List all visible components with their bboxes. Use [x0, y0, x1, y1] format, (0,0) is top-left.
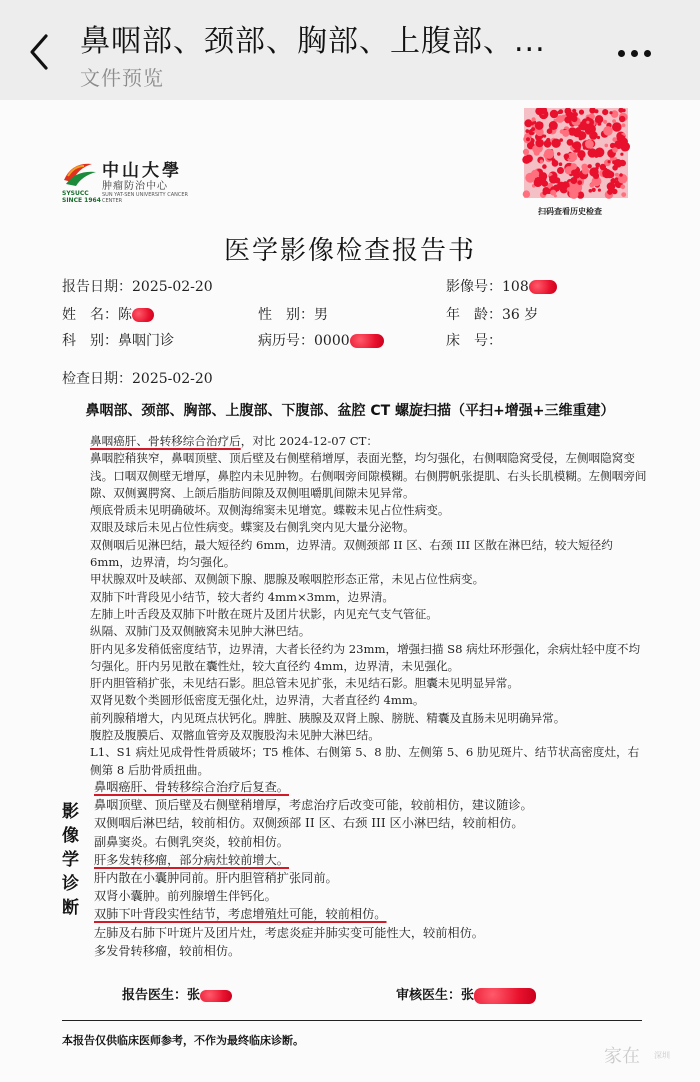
qr-noise-dot [603, 120, 607, 124]
findings-paragraph: L1、S1 病灶见成骨性骨质破坏；T5 椎体、右侧第 5、8 肋、左侧第 5、6 肋见斑片、结节状高密度灶，右侧第 8 后肋骨质扭曲。 [90, 745, 640, 777]
disclaimer-note: 本报告仅供临床医师参考，不作为最终临床诊断。 [62, 1034, 304, 1047]
diagnosis-label-char: 像 [62, 826, 79, 846]
qr-noise-dot [588, 164, 592, 168]
watermark: 家在 [604, 1046, 640, 1067]
qr-noise-dot [570, 163, 577, 170]
back-button[interactable] [22, 30, 58, 74]
logo-university-name: 中山大學 [102, 161, 182, 181]
diagnosis-label-char: 学 [62, 850, 79, 870]
report-doctor: 报告医生：张 [122, 984, 232, 1003]
qr-noise-dot [572, 142, 578, 148]
diagnosis-line: 双侧咽后淋巴结，较前相仿。双侧颈部 II 区、右颈 III 区小淋巴结，较前相仿。 [94, 816, 524, 831]
qr-noise-dot [600, 164, 606, 170]
qr-noise-dot [535, 139, 544, 148]
qr-noise-dot [557, 182, 565, 190]
qr-noise-dot [620, 153, 623, 156]
hospital-logo [62, 156, 202, 202]
qr-noise-dot [595, 148, 605, 158]
qr-noise-dot [579, 110, 584, 115]
qr-noise-dot [551, 139, 560, 148]
diagnosis-line: 副鼻窦炎。右侧乳突炎，较前相仿。 [94, 834, 289, 849]
qr-noise-dot [522, 156, 530, 164]
review-doctor: 审核医生：张 [396, 984, 536, 1004]
redaction-mark [474, 988, 536, 1004]
qr-noise-dot [569, 152, 577, 160]
diagnosis-line: 多发骨转移瘤，较前相仿。 [94, 943, 241, 958]
findings-paragraph: 双侧咽后见淋巴结，最大短径约 6mm，边界清。双侧颈部 II 区、右颈 III 区散在淋巴结，较大短径约 6mm，边界清，均匀强化。 [90, 537, 613, 570]
image-number: 影像号：108 [446, 276, 557, 296]
findings-paragraph: 肝内见多发稍低密度结节，边界清，大者长径约为 23mm，增强扫描 S8 病灶环形强化，余病灶轻中度不均匀强化。肝内另见散在囊性灶，较大直径约 4mm，边界清，未见强化。 [90, 641, 641, 673]
qr-noise-dot [524, 119, 532, 127]
more-options-button[interactable] [618, 42, 668, 64]
redaction-mark [200, 990, 232, 1002]
qr-noise-dot [621, 192, 626, 197]
patient-sex: 性 别：男 [258, 307, 328, 323]
qr-noise-dot [564, 154, 570, 160]
qr-noise-dot [541, 180, 548, 187]
qr-noise-dot [559, 162, 563, 166]
diagnosis-label-char: 断 [62, 898, 79, 918]
redacted-qr-code [520, 108, 630, 200]
diagnosis-line: 双肺下叶背段实性结节，考虑增殖灶可能，较前相仿。 [94, 907, 387, 922]
findings-intro: 鼻咽癌肝、骨转移综合治疗后，对比 2024-12-07 CT： [90, 434, 378, 448]
qr-noise-dot [549, 121, 558, 130]
qr-noise-dot [572, 109, 576, 113]
diagnosis-line: 肝内散在小囊肿同前。肝内胆管稍扩张同前。 [94, 871, 338, 886]
findings-paragraph: 纵隔、双肺门及双侧腋窝未见肿大淋巴结。 [90, 624, 311, 639]
logo-english-name: SUN YAT-SEN UNIVERSITY CANCER CENTER [102, 192, 188, 204]
qr-noise-dot [607, 182, 616, 191]
qr-noise-dot [580, 123, 588, 131]
redaction-mark [529, 280, 557, 294]
qr-noise-dot [550, 190, 556, 196]
file-preview-label: 文件预览 [80, 66, 164, 90]
findings-paragraph: 双肾见数个类圆形低密度无强化灶，边界清，大者直径约 4mm。 [90, 693, 425, 708]
findings-paragraph: 肝内胆管稍扩张，未见结石影。胆总管未见扩张，未见结石影。胆囊未见明显异常。 [90, 676, 519, 691]
qr-noise-dot [622, 109, 626, 113]
diagnosis-label [62, 800, 86, 920]
qr-noise-dot [586, 121, 589, 124]
qr-noise-dot [617, 134, 625, 142]
report-title: 医学影像检查报告书 [223, 236, 476, 266]
qr-noise-dot [523, 190, 530, 197]
qr-noise-dot [592, 188, 596, 192]
qr-noise-dot [558, 109, 563, 114]
qr-noise-dot [568, 186, 576, 194]
diagnosis-line: 左肺及右肺下叶斑片及团片灶，考虑炎症并肺实变可能性大，较前相仿。 [94, 925, 484, 940]
findings-paragraph: 双肺下叶背段见小结节，较大者约 4mm×3mm，边界清。 [90, 589, 395, 604]
qr-noise-dot [542, 164, 547, 169]
qr-noise-dot [535, 121, 544, 130]
qr-noise-dot [562, 130, 569, 137]
app-bar [0, 0, 700, 100]
qr-noise-dot [531, 127, 535, 131]
qr-noise-dot [543, 187, 550, 194]
qr-noise-dot [552, 160, 559, 167]
qr-noise-dot [602, 109, 608, 115]
qr-noise-dot [612, 122, 622, 132]
qr-noise-dot [595, 115, 603, 123]
redaction-mark [350, 334, 384, 348]
more-dot-icon [618, 50, 625, 57]
qr-noise-dot [612, 165, 618, 171]
department: 科 别：鼻咽门诊 [62, 333, 174, 349]
more-dot-icon [631, 50, 638, 57]
diagnosis-line: 双肾小囊肿。前列腺增生伴钙化。 [94, 889, 277, 904]
qr-noise-dot [570, 177, 577, 184]
qr-noise-dot [550, 110, 558, 118]
logo-center-name: 肿瘤防治中心 [102, 181, 168, 192]
footer-divider [62, 1020, 642, 1021]
qr-noise-dot [526, 137, 530, 141]
findings-paragraph: 左肺上叶舌段及双肺下叶散在斑片及团片状影，内见充气支气管征。 [90, 606, 438, 621]
logo-abbr: SYSUCC SINCE 1964 [62, 190, 101, 204]
qr-noise-dot [589, 189, 593, 193]
qr-noise-dot [603, 126, 613, 136]
qr-noise-dot [571, 116, 577, 122]
more-dot-icon [644, 50, 651, 57]
qr-noise-dot [577, 180, 582, 185]
qr-noise-dot [609, 111, 612, 114]
diagnosis-label-char: 诊 [62, 874, 79, 894]
redaction-mark [132, 308, 154, 322]
qr-noise-dot [539, 172, 547, 180]
diagnosis-section [94, 778, 634, 960]
qr-noise-dot [564, 116, 571, 123]
exam-date: 检查日期：2025-02-20 [62, 371, 213, 387]
qr-noise-dot [598, 189, 601, 192]
qr-label: 扫码查看历史检查 [538, 206, 602, 216]
qr-noise-dot [573, 128, 582, 137]
qr-noise-dot [571, 170, 576, 175]
diagnosis-label-char: 影 [62, 802, 79, 822]
bed-number: 床 号： [446, 333, 502, 349]
file-title: 鼻咽部、颈部、胸部、上腹部、... [80, 24, 546, 59]
report-page [0, 100, 700, 1082]
qr-noise-dot [532, 117, 536, 121]
qr-noise-dot [615, 173, 619, 177]
watermark-sub: 深圳 [654, 1051, 670, 1060]
qr-noise-dot [549, 175, 558, 184]
qr-noise-dot [585, 140, 594, 149]
findings-paragraph: 双眼及球后未见占位性病变。蝶窦及右侧乳突内见大量分泌物。 [90, 520, 415, 535]
findings-section [90, 433, 650, 779]
patient-age: 年 龄：36 岁 [446, 307, 539, 323]
findings-list [90, 450, 650, 779]
chevron-left-icon [22, 30, 58, 74]
findings-paragraph: 前列腺稍增大，内见斑点状钙化。脾脏、胰腺及双肾上腺、膀胱、精囊及直肠未见明确异常。 [90, 710, 566, 725]
qr-noise-dot [557, 167, 564, 174]
qr-noise-dot [546, 138, 550, 142]
qr-noise-dot [534, 178, 543, 187]
diagnosis-line: 鼻咽癌肝、骨转移综合治疗后复查。 [94, 780, 289, 794]
qr-noise-dot [615, 177, 618, 180]
qr-noise-dot [602, 169, 611, 178]
qr-noise-dot [620, 160, 626, 166]
medical-record-number: 病历号：0000 [258, 330, 384, 350]
diagnosis-line: 肝多发转移瘤，部分病灶较前增大。 [94, 852, 289, 867]
qr-noise-dot [608, 160, 611, 163]
findings-paragraph: 鼻咽腔稍狭窄，鼻咽顶壁、顶后壁及右侧壁稍增厚，表面光整，均匀强化，右侧咽隐窝受侵，左侧咽隐窝变浅。口咽双侧壁无增厚，鼻腔内未见肿物。右侧咽旁间隙模糊。右侧腭帆张提肌、右头长肌模糊。左侧咽旁间隙、双侧翼腭窝、上颌后脂肪间隙及双侧咀嚼肌间隙未见异常。 [90, 451, 647, 500]
findings-paragraph: 腹腔及腹膜后、双髂血管旁及双腹股沟未见肿大淋巴结。 [90, 728, 380, 743]
qr-noise-dot [544, 149, 554, 159]
qr-noise-dot [612, 147, 618, 153]
findings-paragraph: 颅底骨质未见明确破坏。双侧海绵窦未见增宽。蝶鞍未见占位性病变。 [90, 503, 450, 518]
qr-noise-dot [540, 160, 544, 164]
qr-noise-dot [619, 116, 625, 122]
qr-noise-dot [619, 173, 623, 177]
qr-noise-dot [621, 185, 626, 190]
qr-noise-dot [622, 123, 626, 127]
qr-noise-dot [593, 173, 599, 179]
qr-noise-dot [605, 144, 609, 148]
report-date: 报告日期：2025-02-20 [62, 279, 213, 295]
qr-noise-dot [623, 148, 626, 151]
qr-noise-dot [577, 150, 585, 158]
exam-title: 鼻咽部、颈部、胸部、上腹部、下腹部、盆腔 CT 螺旋扫描（平扫+增强+三维重建） [85, 403, 615, 419]
qr-noise-dot [523, 149, 529, 155]
qr-noise-dot [557, 152, 561, 156]
logo-emblem-icon [62, 158, 98, 188]
qr-noise-dot [612, 160, 616, 164]
patient-name: 姓 名：陈 [62, 304, 154, 324]
qr-noise-dot [531, 170, 539, 178]
qr-noise-dot [582, 167, 589, 174]
qr-noise-dot [612, 119, 616, 123]
findings-paragraph: 甲状腺双叶及峡部、双侧颌下腺、腮腺及喉咽腔形态正常，未见占位性病变。 [90, 572, 485, 587]
diagnosis-line: 鼻咽顶壁、顶后壁及右侧壁稍增厚，考虑治疗后改变可能，较前相仿，建议随诊。 [94, 798, 533, 813]
